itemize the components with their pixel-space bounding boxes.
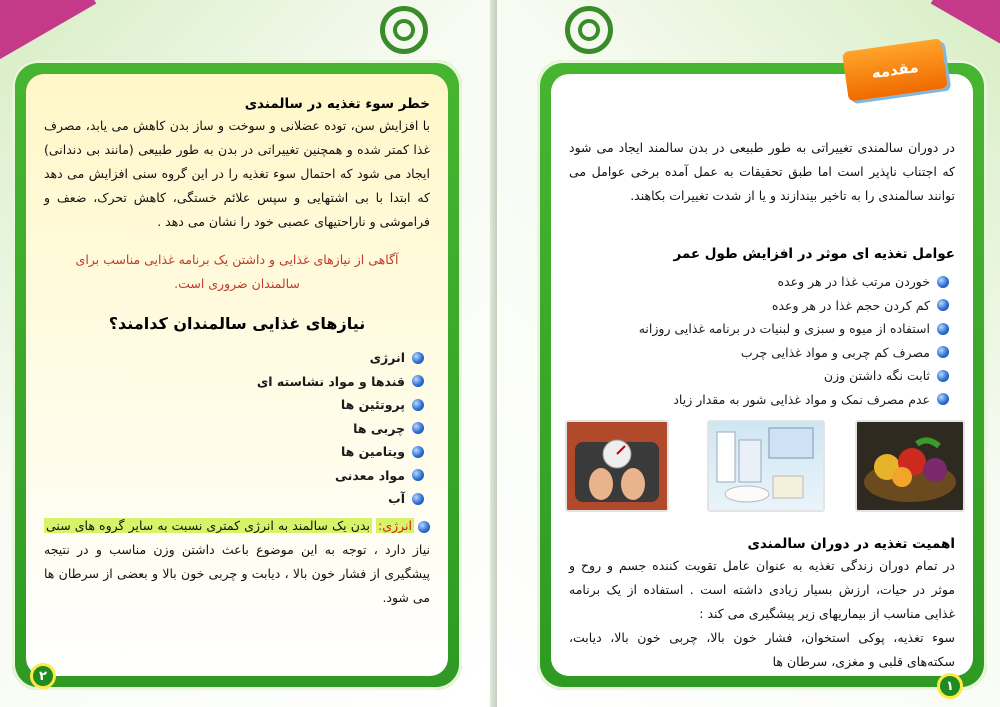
left-swirl-ornament (380, 6, 428, 54)
factors-heading: عوامل تغذیه ای موثر در افزایش طول عمر (673, 246, 955, 262)
nutrition-awareness-notice: آگاهی از نیازهای غذایی و داشتن یک برنامه غذایی مناسب برای سالمندان ضروری است. (75, 252, 399, 291)
list-item: ثابت نگه داشتن وزن (639, 364, 949, 388)
list-item: چربی ها (257, 417, 424, 441)
intro-badge: مقدمه (842, 38, 948, 101)
importance-heading: اهمیت تغذیه در دوران سالمندی (747, 536, 955, 552)
bullet-icon (412, 446, 424, 458)
list-item: ویتامین ها (257, 440, 424, 464)
energy-label: انرژی: (378, 518, 412, 533)
bullet-icon (937, 346, 949, 358)
bullet-icon (412, 422, 424, 434)
list-item: آب (257, 487, 424, 511)
dairy-icon (709, 422, 823, 510)
bullet-icon (412, 493, 424, 505)
right-swirl-ornament (565, 6, 613, 54)
energy-paragraph (44, 514, 430, 610)
weight-scale-photo (565, 420, 669, 512)
left-page (0, 0, 497, 707)
list-item: پروتئین ها (257, 393, 424, 417)
scale-icon (567, 422, 667, 510)
right-frame-inner (551, 74, 973, 676)
needs-list (257, 346, 424, 511)
bullet-icon (937, 276, 949, 288)
bullet-icon (937, 323, 949, 335)
energy-rest: نیاز دارد ، توجه به این موضوع باعث داشتن وزن مناسب و در نتیجه پیشگیری از فشار خون بالا ، دیابت و چربی خون بالا و بعضی از سرطان ها می شود. (44, 542, 430, 605)
bullet-icon (412, 469, 424, 481)
bullet-icon (937, 370, 949, 382)
fruit-bowl-icon (857, 422, 963, 510)
left-content-frame (12, 60, 462, 690)
needs-title: نیازهای غذایی سالمندان کدامند؟ (108, 314, 366, 333)
right-content-frame (537, 60, 987, 690)
list-item: عدم مصرف نمک و مواد غذایی شور به مقدار زیاد (639, 388, 949, 412)
list-item: قندها و مواد نشاسته ای (257, 370, 424, 394)
list-item: انرژی (257, 346, 424, 370)
intro-paragraph: در دوران سالمندی تغییراتی به طور طبیعی در بدن سالمند ایجاد می شود که اجتناب ناپذیر است اما طبق تحقیقات به عمل آمده برخی عوامل می توانند سالمندی را به تاخیر بیندازند و یا از شدت تغییرات بکاهند. (569, 140, 955, 203)
bullet-icon (412, 375, 424, 387)
left-frame-inner (26, 74, 448, 676)
bullet-icon (937, 393, 949, 405)
list-item: مصرف کم چربی و مواد غذایی چرب (639, 341, 949, 365)
bullet-icon (937, 299, 949, 311)
right-page (497, 0, 1000, 707)
bullet-icon (412, 399, 424, 411)
fruit-vegetables-photo (855, 420, 965, 512)
page-number-right: ۱ (937, 673, 963, 699)
diseases-paragraph: سوء تغذیه، پوکی استخوان، فشار خون بالا، چربی خون بالا، دیابت، سکته‌های قلبی و مغزی، سرطان ها (569, 630, 955, 669)
malnutrition-paragraph: با افزایش سن، توده عضلانی و سوخت و ساز بدن کاهش می یابد، مصرف غذا کمتر شده و همچنین تغییراتی در بدن به طور طبیعی (مانند بی دندانی) ایجاد می شود که احتمال سوء تغذیه را در این گروه سنی افزایش می دهد که ابتدا با بی اشتهایی و سپس علائم خستگی، کاهش تحرک، ضعف و فراموشی و ناراحتیهای عصبی خود را نشان می دهد . (44, 118, 430, 229)
malnutrition-heading: خطر سوء تغذیه در سالمندی (244, 96, 430, 112)
dairy-products-photo (707, 420, 825, 512)
list-item: استفاده از میوه و سبزی و لبنیات در برنامه غذایی روزانه (639, 317, 949, 341)
bullet-icon (412, 352, 424, 364)
bullet-icon (418, 521, 430, 533)
left-corner-ornament (0, 0, 96, 68)
page-number-left: ۲ (30, 663, 56, 689)
list-item: مواد معدنی (257, 464, 424, 488)
importance-paragraph: در تمام دوران زندگی تغذیه به عنوان عامل تقویت کننده جسم و روح و موثر در حیات، ارزش بسیار زیادی داشته است . استفاده از یک برنامه غذایی مناسب از بیماریهای زیر پیشگیری می کند : (569, 558, 955, 621)
factors-list (639, 270, 949, 411)
list-item: کم کردن حجم غذا در هر وعده (639, 294, 949, 318)
list-item: خوردن مرتب غذا در هر وعده (639, 270, 949, 294)
energy-highlight: بدن یک سالمند به انرژی کمتری نسبت به سایر گروه های سنی (46, 518, 370, 533)
